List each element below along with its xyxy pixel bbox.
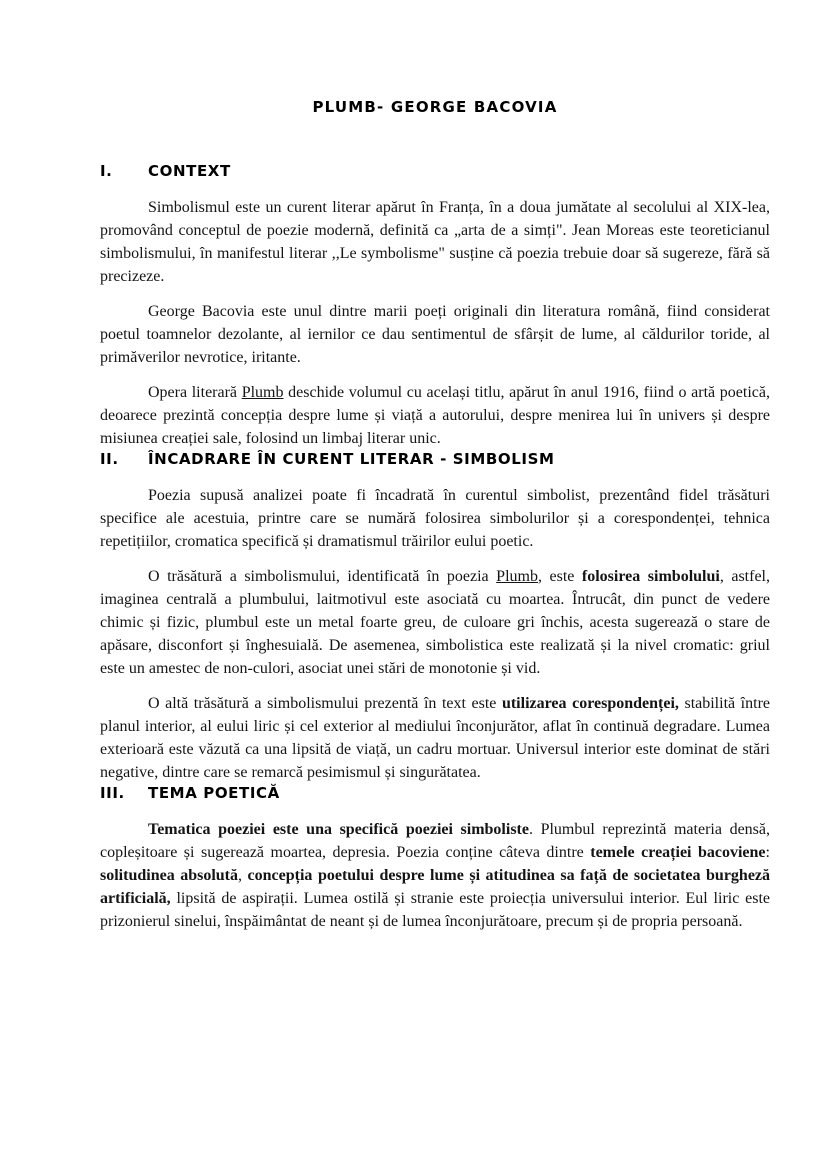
- paragraph: [100, 565, 770, 680]
- text-run: :: [765, 844, 770, 861]
- text-run: lipsită de aspirații. Lumea ostilă și stranie este proiecția universului interior. Eul liric este prizonierul sinelui, înspăimântat de neant și de lumea înconjurătoare, precum și de propria persoană.: [100, 890, 770, 930]
- section-number: I.: [100, 162, 113, 180]
- text-run: Tematica poeziei este una specifică poeziei simboliste: [148, 821, 529, 838]
- text-run: concepția poetului despre lume și atitudinea sa față de societatea burgheză artificială,: [100, 867, 771, 907]
- paragraph: [100, 484, 770, 553]
- text-run: Poezia supusă analizei poate fi încadrată în curentul simbolist, prezentând fidel trăsături specifice ale acestuia, printre care se numără folosirea simbolurilor și a corespondenței, tehnica repetițiilor, cromatica specifică și dramatismul trăirilor eului poetic.: [100, 487, 770, 550]
- section-number: III.: [100, 784, 125, 802]
- section-tema-poetica: [100, 784, 770, 933]
- text-run: Plumb: [496, 568, 538, 585]
- text-run: , astfel, imaginea centrală a plumbului, laitmotivul este asociată cu moartea. Întrucât, din punct de vedere chimic și fizic, plumbul este un metal foarte greu, de culoare gri închis, acesta sugerează o stare de apăsare, disconfort și înghesuială. De asemenea, simbolistica este realizată și la nivel cromatic: griul este un amestec de non-culori, asociat unei stări de monotonie și vid.: [100, 568, 771, 677]
- paragraph: [100, 300, 770, 369]
- text-run: temele creației bacoviene: [590, 844, 766, 861]
- text-run: solitudinea absolută: [100, 867, 239, 884]
- text-run: George Bacovia este unul dintre marii poeți originali din literatura română, fiind considerat poetul toamnelor dezolante, al iernilor ce dau sentimentul de sfârșit de lume, al căldurilor toride, al primăverilor nevrotice, iritante.: [100, 303, 770, 366]
- paragraph: [100, 692, 770, 784]
- section-heading-incadrare: [100, 450, 770, 468]
- document-title: PLUMB- GEORGE BACOVIA: [312, 98, 558, 116]
- text-run: , este: [537, 568, 582, 585]
- text-run: Plumb: [241, 384, 284, 401]
- section-title: ÎNCADRARE ÎN CURENT LITERAR - SIMBOLISM: [148, 450, 555, 468]
- text-run: ,: [238, 867, 248, 884]
- text-run: folosirea simbolului: [581, 568, 720, 585]
- paragraph: [100, 818, 770, 933]
- section-title: CONTEXT: [148, 162, 231, 180]
- paragraph: [100, 196, 770, 288]
- text-run: deschide volumul cu același titlu, apărut în anul 1916, fiind o artă poetică, deoarece prezintă concepția despre lume și viață a autorului, despre menirea lui în univers și despre misiunea creației sale, folosind un limbaj literar unic.: [100, 384, 770, 447]
- section-title: TEMA POETICĂ: [148, 784, 280, 802]
- text-run: utilizarea corespondenței,: [501, 695, 679, 712]
- section-incadrare: [100, 450, 770, 784]
- text-run: stabilită între planul interior, al eului liric și cel exterior al mediului înconjurător, aflat în continuă degradare. Lumea exterioară este văzută ca una lipsită de viață, un cadru mortuar. Universul interior este dominat de stări negative, dintre care se remarcă pesimismul și singurătatea.: [100, 695, 771, 781]
- text-run: O trăsătură a simbolismului, identificată în poezia: [148, 568, 497, 585]
- text-run: Simbolismul este un curent literar apărut în Franța, în a doua jumătate al secolului al XIX-lea, promovând conceptul de poezie modernă, definită ca „arta de a simți". Jean Moreas este teoreticianul simbolismului, în manifestul literar ,,Le symbolisme" susține că poezia trebuie doar să sugereze, fără să precizeze.: [100, 199, 770, 285]
- text-run: Opera literară: [148, 384, 242, 401]
- section-context: [100, 162, 770, 450]
- text-run: O altă trăsătură a simbolismului prezentă în text este: [148, 695, 502, 712]
- section-heading-context: [100, 162, 770, 180]
- paragraph: [100, 381, 770, 450]
- section-number: II.: [100, 450, 119, 468]
- text-run: . Plumbul reprezintă materia densă, copleșitoare și sugerează moartea, depresia. Poezia conține câteva dintre: [100, 821, 770, 861]
- section-heading-tema-poetica: [100, 784, 770, 802]
